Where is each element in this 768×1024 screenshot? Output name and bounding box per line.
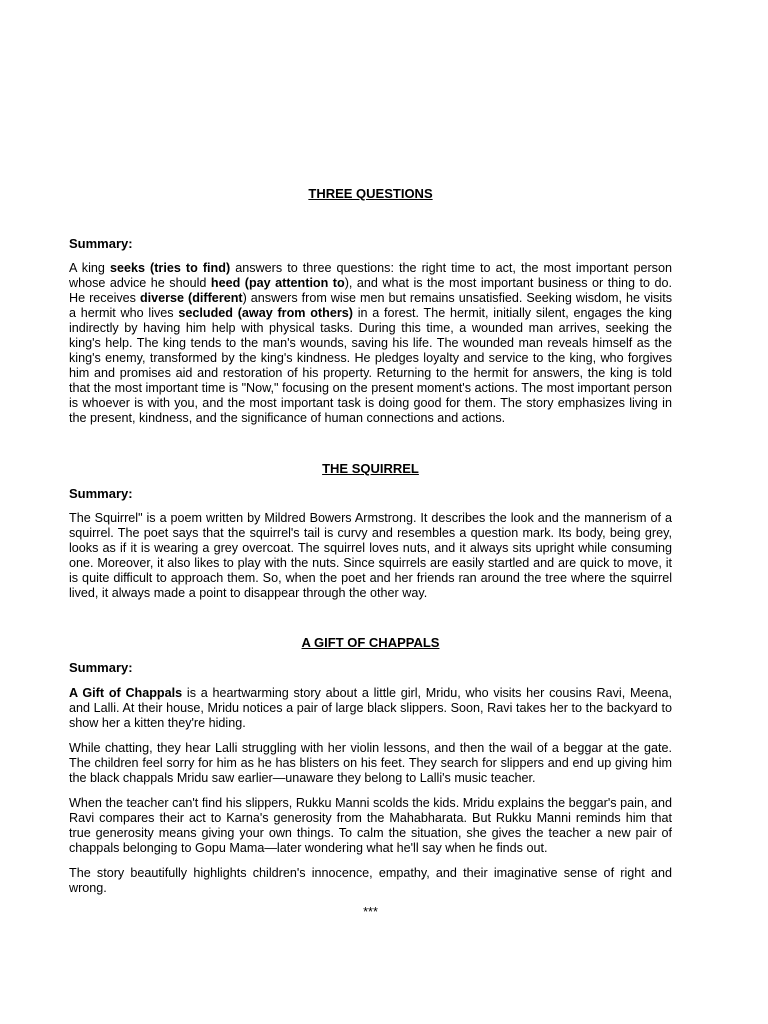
summary-label: Summary: [69,660,133,675]
summary-paragraph: A king seeks (tries to find) answers to three questions: the right time to act, the most important person whose advice he should heed (pay attention to), and what is the most important business or thing to do. He receives diverse (different) answers from wise men but remains unsatisfied. Seeking wisdom, he visits a hermit who lives secluded (away from others) in a forest. The hermit, initially silent, engages the king indirectly by having him help with physical tasks. During this time, a wounded man arrives, seeking the king's help. The king tends to the man's wounds, saving his life. The wounded man reveals himself as the king's enemy, transformed by the king's kindness. He pledges loyalty and service to the king, who forgives him and promises aid and restoration of his property. Returning to the hermit for answers, the king is told that the most important time is "Now," focusing on the present moment's actions. The most important person is whoever is with you, and the most important task is doing good for them. The story emphasizes living in the present, kindness, and the significance of human connections and actions. [69,261,672,425]
summary-paragraph: A Gift of Chappals is a heartwarming story about a little girl, Mridu, who visits her cousins Ravi, Meena, and Lalli. At their house, Mridu notices a pair of large black slippers. Soon, Ravi takes her to the backyard to show her a kitten they're hiding. [69,686,672,730]
summary-paragraph: The Squirrel" is a poem written by Mildred Bowers Armstrong. It describes the look and the mannerism of a squirrel. The poet says that the squirrel's tail is curvy and resembles a question mark. Its body, being grey, looks as if it is wearing a grey overcoat. The squirrel loves nuts, and it always sits upright while consuming one. Moreover, it also likes to play with the nuts. Since squirrels are easily startled and are quick to move, it is quite difficult to approach them. So, when the poet and her friends ran around the tree where the squirrel lived, it always made a point to disappear through the other way. [69,511,672,600]
end-mark: *** [363,905,378,919]
summary-label: Summary: [69,236,133,251]
summary-label: Summary: [69,486,133,501]
section-title-a-gift-of-chappals: A GIFT OF CHAPPALS [301,635,440,650]
summary-paragraph: The story beautifully highlights children's innocence, empathy, and their imaginative sense of right and wrong. [69,866,672,895]
section-title-the-squirrel: THE SQUIRREL [322,461,419,476]
section-title-three-questions: THREE QUESTIONS [308,186,433,201]
summary-paragraph: While chatting, they hear Lalli struggling with her violin lessons, and then the wail of a beggar at the gate. The children feel sorry for him as he has blisters on his feet. They search for slippers and end up giving him the black chappals Mridu saw earlier—unaware they belong to Lalli's music teacher. [69,741,672,785]
summary-paragraph: When the teacher can't find his slippers, Rukku Manni scolds the kids. Mridu explains the beggar's pain, and Ravi compares their act to Karna's generosity from the Mahabharata. But Rukku Manni reminds him that true generosity means giving your own things. To calm the situation, she gives the teacher a new pair of chappals belonging to Gopu Mama—later wondering what he'll say when he finds out. [69,796,672,855]
